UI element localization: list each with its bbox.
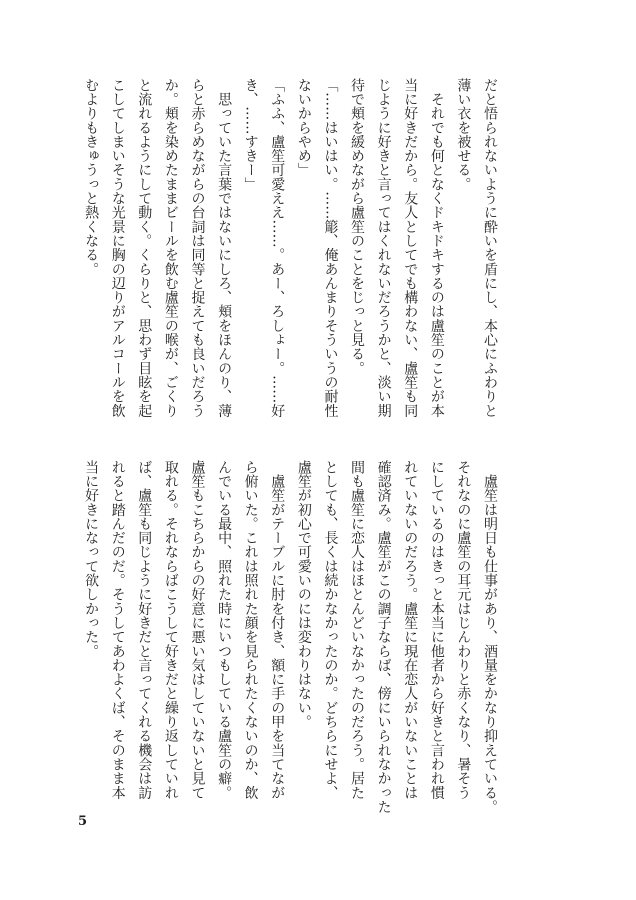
text-column: だと悟られないように酔いを盾にし、本心にふわりと bbox=[482, 78, 498, 418]
text-column: ら俯いた。これは照れた顔を見られたくないのか、飲 bbox=[242, 460, 259, 800]
upper-text-block bbox=[78, 78, 504, 434]
text-column: こしてしまいそうな光景に胸の辺りがアルコールを飲 bbox=[109, 78, 126, 418]
text-column: にしているのはきっと本当に他者から好きと言われ慣 bbox=[428, 460, 445, 800]
text-column: ば、盧笙も同じように好きだと言ってくれる機会は訪 bbox=[136, 460, 153, 800]
text-column: 取れる。それならばこうして好きだと繰り返していれ bbox=[162, 460, 179, 800]
text-column: れると踏んだのだ。そうしてあわよくば、そのまま本 bbox=[109, 460, 126, 800]
text-column: 「……はいはい。……簓、俺あんまりそういうの耐性 bbox=[322, 78, 339, 418]
text-column: 思っていた言葉ではないにしろ、頬をほんのり、薄 bbox=[216, 78, 233, 418]
text-column: じように好きと言ってはくれないだろうかと、淡い期 bbox=[375, 78, 392, 418]
text-column: ないからやめ」 bbox=[295, 78, 312, 178]
text-column: むよりもきゅうっと熱くなる。 bbox=[83, 78, 100, 277]
text-column: 待で頬を緩めながら盧笙のことをじっと見る。 bbox=[349, 78, 366, 376]
text-column: 確認済み。盧笙がこの調子ならば、傍にいられなかった bbox=[375, 460, 392, 814]
text-column: 盧笙がテーブルに肘を付き、額に手の甲を当てなが bbox=[269, 460, 286, 800]
text-column: と流れるようにして動く。くらりと、思わず目眩を起 bbox=[136, 78, 153, 418]
text-column: 薄い衣を被せる。 bbox=[455, 78, 472, 192]
text-column: れていないのだろう。盧笙に現在恋人がいないことは bbox=[402, 460, 419, 800]
text-column: それでも何となくドキドキするのは盧笙のことが本 bbox=[428, 78, 445, 418]
text-column: としても、長くは続かなかったのか。どちらにせよ、 bbox=[322, 460, 339, 800]
text-column: 間も盧笙に恋人はほとんどいなかったのだろう。居た bbox=[349, 460, 366, 800]
text-column: 当に好きだから。友人としてでも構わない、盧笙も同 bbox=[402, 78, 419, 418]
text-column: 盧笙もこちらからの好意に悪い気はしていないと見て bbox=[189, 460, 206, 800]
text-column: 当に好きになって欲しかった。 bbox=[83, 460, 100, 659]
text-column: か。頬を染めたままビールを飲む盧笙の喉が、ごくり bbox=[162, 78, 179, 418]
lower-text-block bbox=[78, 460, 504, 816]
text-column: らと赤らめながらの台詞は同等と捉えても良いだろう bbox=[189, 78, 206, 418]
text-column: それなのに盧笙の耳元はじんわりと赤くなり、暑そう bbox=[455, 460, 472, 800]
text-column: 盧笙は明日も仕事があり、酒量をかなり抑えている。 bbox=[482, 460, 498, 814]
text-column: き、……すきー」 bbox=[242, 78, 259, 192]
text-column: 盧笙が初心で可愛いのには変わりはない。 bbox=[295, 460, 312, 729]
text-column: んでいる最中、照れた時にいつもしている盧笙の癖。 bbox=[216, 460, 233, 800]
page-number: 5 bbox=[78, 814, 88, 829]
text-column: 「ふふ、盧笙可愛ええ……。あー、ろしょー。……好 bbox=[269, 78, 286, 418]
